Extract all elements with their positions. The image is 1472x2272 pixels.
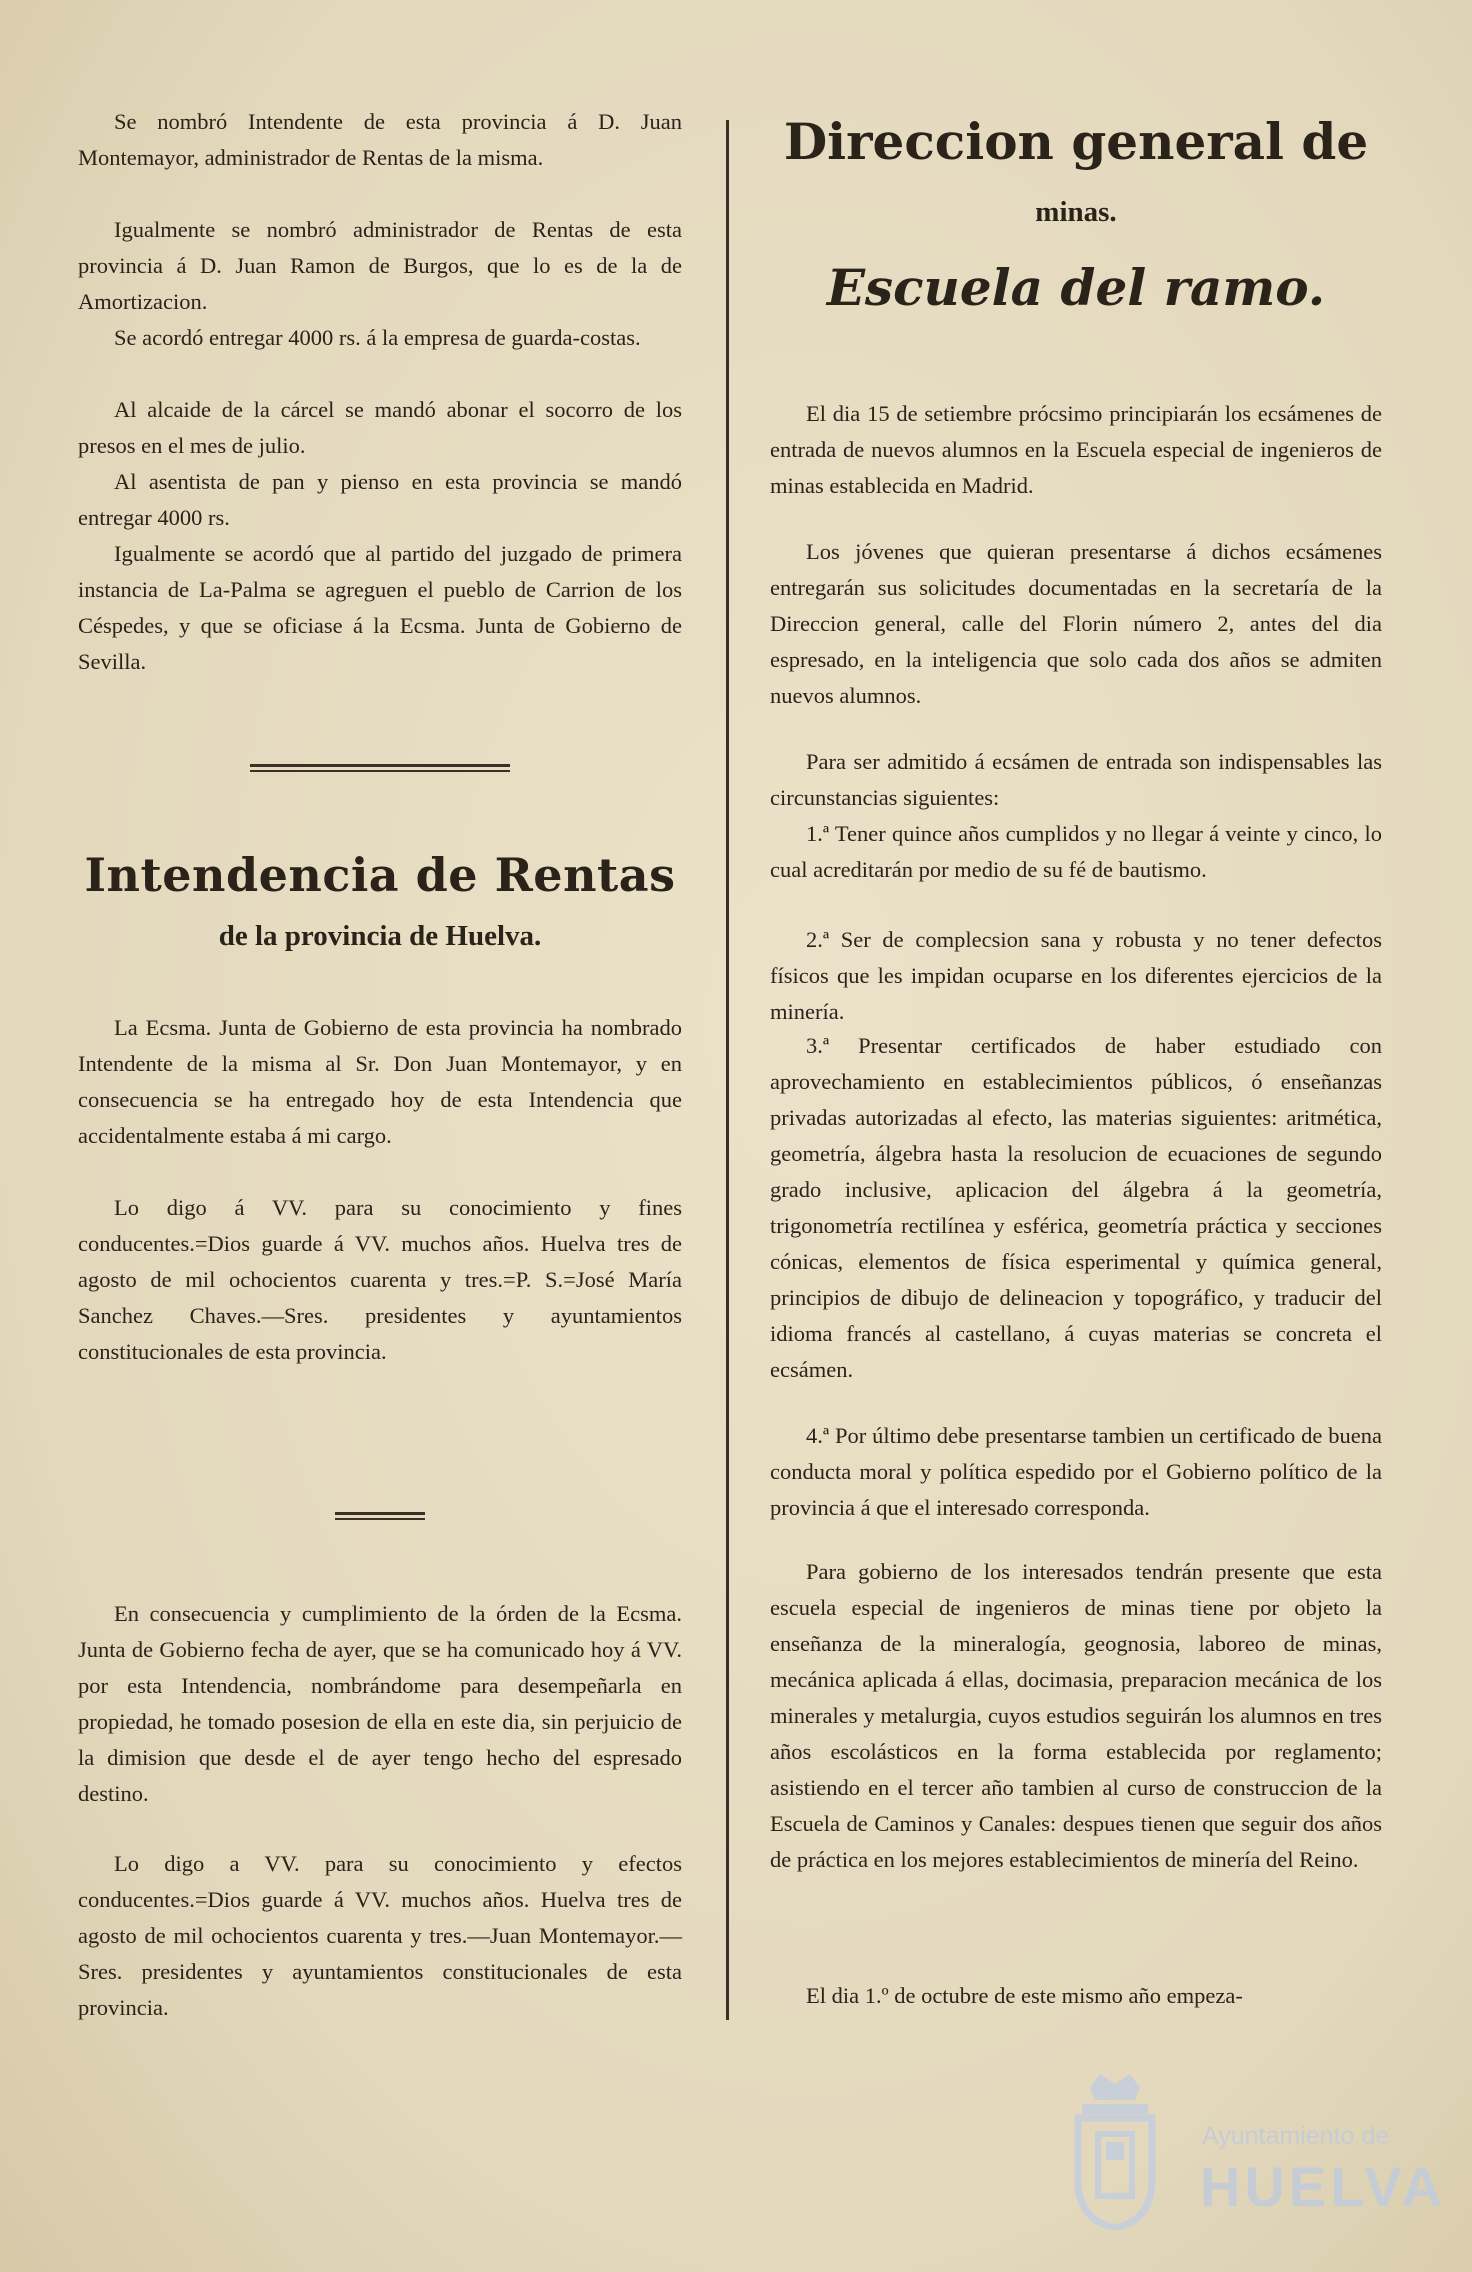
section-heading-escuela: Escuela del ramo. [826, 258, 1326, 317]
huelva-watermark [1060, 2070, 1446, 2240]
paragraph-lo-digo-2: Lo digo a VV. para su conocimiento y efectos conducentes.=Dios guarde á VV. muchos años. Huelva tres de agosto de mil ochocientos cuarenta y tres.—Juan Montemayor.—Sres. presidentes y ayuntamientos constitucionales de esta provincia. [78, 1851, 682, 2020]
paragraph-en-consecuencia: En consecuencia y cumplimiento de la órden de la Ecsma. Junta de Gobierno fecha de ayer, que se ha comunicado hoy á VV. por esta Intendencia, nombrándome para desempeñarla en propiedad, he tomado posesion de ella en este dia, sin perjuicio de la dimision que desde el de ayer tengo hecho del espresado destino. [78, 1601, 682, 1806]
paragraph-lo-digo-1: Lo digo á VV. para su conocimiento y fines conducentes.=Dios guarde á VV. muchos años. Huelva tres de agosto de mil ochocientos cuarenta y tres.=P. S.=José María Sanchez Chaves.—Sres. presidentes y ayuntamientos constitucionales de esta provincia. [78, 1195, 682, 1364]
section-heading-intendencia: Intendencia de Rentas [84, 848, 676, 902]
section-separator [78, 1512, 682, 1520]
section-heading-minas: minas. [1035, 196, 1117, 228]
huelva-coat-of-arms-icon [1060, 2070, 1170, 2230]
paragraph-intendente: Se nombró Intendente de esta provincia á D. Juan Montemayor, administrador de Rentas de la misma. [78, 109, 682, 170]
paragraph-asentista: Al asentista de pan y pienso en esta provincia se mandó entregar 4000 rs. [78, 469, 682, 530]
paragraph-requisito-4: 4.ª Por último debe presentarse tambien un certificado de buena conducta moral y política espedido por el Gobierno político de la provincia á que el interesado corresponda. [770, 1423, 1382, 1520]
paragraph-gobierno-interesados: Para gobierno de los interesados tendrán presente que esta escuela especial de ingenieros de minas tiene por objeto la enseñanza de la mineralogía, geognosia, laboreo de minas, mecánica aplicada á ellas, docimasia, preparacion mecánica de los minerales y metalurgia, cuyos estudios seguirán los alumnos en tres años escolásticos en la forma establecida por reglamento; asistiendo en el tercer año tambien al curso de construccion de la Escuela de Caminos y Canales: despues tienen que seguir dos años de práctica en los mejores establecimientos de minería del Reino. [770, 1559, 1382, 1872]
section-subheading-provincia: de la provincia de Huelva. [218, 920, 542, 952]
column-divider [726, 120, 729, 2020]
paragraph-requisito-2: 2.ª Ser de complecsion sana y robusta y no tener defectos físicos que les impidan ocuparse en los diferentes ejercicios de la minería. [770, 927, 1382, 1024]
paragraph-administrador: Igualmente se nombró administrador de Rentas de esta provincia á D. Juan Ramon de Burgos, que lo es de la de Amortizacion. [78, 217, 682, 314]
section-separator [78, 764, 682, 772]
paragraph-examenes-fecha: El dia 15 de setiembre prócsimo principiarán los ecsámenes de entrada de nuevos alumnos en la Escuela especial de ingenieros de minas establecida en Madrid. [770, 401, 1382, 498]
paragraph-carcel: Al alcaide de la cárcel se mandó abonar el socorro de los presos en el mes de julio. [78, 397, 682, 458]
paragraph-requisitos-intro: Para ser admitido á ecsámen de entrada son indispensables las circunstancias siguientes: [770, 749, 1382, 810]
paragraph-guarda-costas: Se acordó entregar 4000 rs. á la empresa de guarda-costas. [114, 325, 641, 350]
watermark-ayuntamiento-text: Ayuntamiento de [1202, 2122, 1390, 2150]
paragraph-requisito-1: 1.ª Tener quince años cumplidos y no llegar á veinte y cinco, lo cual acreditarán por medio de su fé de bautismo. [770, 821, 1382, 882]
section-heading-direccion: Direccion general de [783, 112, 1369, 171]
watermark-huelva-text: HUELVA [1200, 2155, 1446, 2218]
paragraph-octubre: El dia 1.º de octubre de este mismo año empeza- [806, 1983, 1243, 2008]
paragraph-requisito-3: 3.ª Presentar certificados de haber estudiado con aprovechamiento en establecimientos públicos, ó enseñanzas privadas autorizadas al efecto, las materias siguientes: aritmética, geometría, álgebra hasta la resolucion de ecuaciones de segundo grado inclusive, aplicacion del álgebra á la geometría, trigonometría rectilínea y esférica, geometría práctica y secciones cónicas, elementos de física esperimental y química general, principios de dibujo de delineacion y topográfico, y traducir del idioma francés al castellano, á cuyas materias se concreta el ecsámen. [770, 1033, 1382, 1382]
paragraph-juzgado: Igualmente se acordó que al partido del juzgado de primera instancia de La-Palma se agreguen el pueblo de Carrion de los Céspedes, y que se oficiase á la Ecsma. Junta de Gobierno de Sevilla. [78, 541, 682, 674]
paragraph-solicitudes: Los jóvenes que quieran presentarse á dichos ecsámenes entregarán sus solicitudes documentadas en la secretaría de la Direccion general, calle del Florin número 2, antes del dia espresado, en la inteligencia que solo cada dos años se admiten nuevos alumnos. [770, 539, 1382, 708]
paragraph-junta-nombrado: La Ecsma. Junta de Gobierno de esta provincia ha nombrado Intendente de la misma al Sr. Don Juan Montemayor, y en consecuencia se ha entregado hoy de esta Intendencia que accidentalmente estaba á mi cargo. [78, 1015, 682, 1148]
